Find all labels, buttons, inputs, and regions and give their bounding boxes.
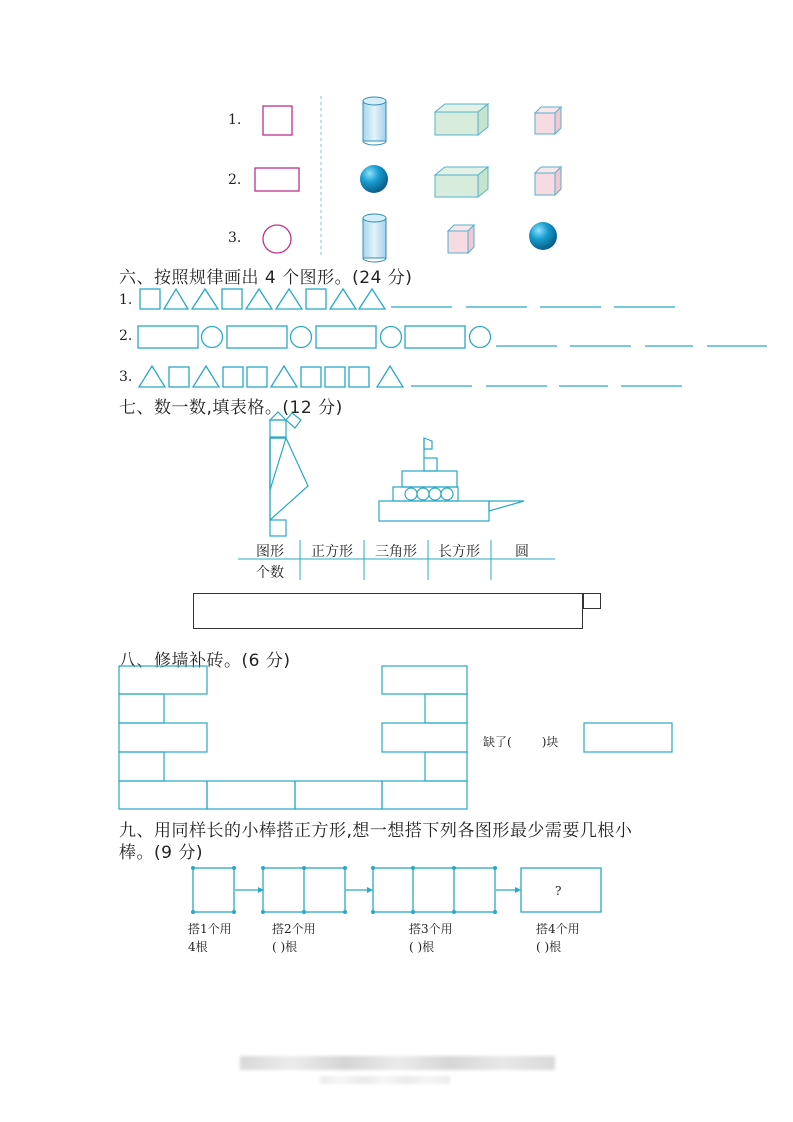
table-row-label: 个数 (256, 565, 284, 581)
row-number: 3. (119, 369, 133, 385)
section8-heading: 八、修墙补砖。(6 分) (119, 651, 291, 671)
step-3-answer[interactable]: ( )根 (409, 940, 435, 954)
step-2-answer[interactable]: ( )根 (272, 940, 298, 954)
step-3-line1: 搭3个用 (409, 922, 453, 936)
missing-label-close: )块 (541, 735, 559, 749)
table-header-cell: 正方形 (311, 544, 353, 560)
table-header-cell: 图形 (256, 544, 284, 560)
step-1-line2: 4根 (188, 940, 208, 954)
stick-square-3 (373, 868, 495, 912)
step-2-line1: 搭2个用 (272, 922, 316, 936)
stick-square-1 (193, 868, 234, 912)
row-number: 3. (228, 230, 242, 246)
step-4-line1: 搭4个用 (536, 922, 580, 936)
section9-heading-line2: 棒。(9 分) (119, 843, 203, 863)
table-header-cell: 三角形 (375, 544, 417, 560)
section9-heading-line1: 九、用同样长的小棒搭正方形,想一想搭下列各图形最少需要几根小 (119, 821, 633, 841)
step-1-line1: 搭1个用 (188, 922, 232, 936)
row-number: 2. (119, 328, 133, 344)
row-number: 2. (228, 172, 242, 188)
blurred-footer-watermark-2 (320, 1076, 450, 1084)
blurred-footer-watermark (240, 1056, 555, 1070)
table-header-cell: 长方形 (438, 544, 480, 560)
section6-heading: 六、按照规律画出 4 个图形。(24 分) (119, 268, 413, 288)
table-header-cell: 圆 (515, 544, 529, 560)
missing-label-open: 缺了( (483, 735, 512, 749)
section7-heading: 七、数一数,填表格。(12 分) (119, 398, 343, 418)
row-number: 1. (228, 112, 242, 128)
step-4-answer[interactable]: ( )根 (536, 940, 562, 954)
row-number: 1. (119, 292, 133, 308)
question-mark: ? (555, 884, 562, 898)
